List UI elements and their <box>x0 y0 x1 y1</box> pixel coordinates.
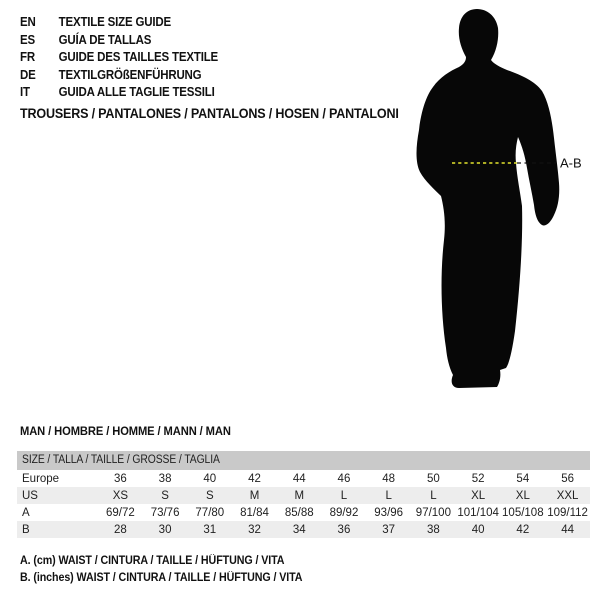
size-cell: 97/100 <box>415 506 451 519</box>
size-cell: 34 <box>292 523 306 536</box>
size-table-header-label: SIZE / TALLA / TAILLE / GRÖSSE / TAGLIA <box>22 454 220 466</box>
size-cell: 93/96 <box>374 506 404 519</box>
size-cell: 77/80 <box>195 506 225 519</box>
size-cell: 52 <box>471 472 485 485</box>
language-code: IT <box>20 85 30 100</box>
size-cell: 38 <box>158 472 172 485</box>
size-cell: XXL <box>556 489 579 502</box>
size-cell: S <box>161 489 169 502</box>
table-row-europe <box>17 470 590 487</box>
language-row-es <box>20 32 218 50</box>
size-cell: 50 <box>426 472 440 485</box>
size-cell: XL <box>515 489 530 502</box>
language-title: GUÍA DE TALLAS <box>58 32 152 47</box>
man-silhouette-shape <box>417 9 560 388</box>
size-cell: 89/92 <box>329 506 359 519</box>
language-row-it <box>20 84 218 102</box>
table-row-a <box>17 504 590 521</box>
language-row-en <box>20 14 218 32</box>
man-silhouette <box>400 0 600 400</box>
size-cell: 56 <box>561 472 574 485</box>
row-label: A <box>22 506 30 519</box>
row-label: Europe <box>22 472 60 485</box>
size-cell: 44 <box>292 472 306 485</box>
size-table <box>17 451 590 538</box>
language-title: GUIDE DES TAILLES TEXTILE <box>58 50 219 65</box>
size-cell: 73/76 <box>150 506 180 519</box>
size-cell: 101/104 <box>457 506 499 519</box>
size-cell: 81/84 <box>240 506 269 519</box>
size-cell: M <box>249 489 260 502</box>
footnote-b: B. (inches) WAIST / CINTURA / TAILLE / HÜFTUNG / VITA <box>20 572 303 584</box>
size-cell: 85/88 <box>284 506 314 519</box>
size-table-header <box>17 451 590 470</box>
language-code: FR <box>20 50 35 65</box>
size-cell: 40 <box>471 523 485 536</box>
language-code: ES <box>20 32 35 47</box>
gender-heading: MAN / HOMBRE / HOMME / MANN / MAN <box>20 424 231 438</box>
language-code: DE <box>20 67 36 82</box>
size-table-grid <box>17 470 590 538</box>
language-title: TEXTILGRÖßENFÜHRUNG <box>58 67 202 82</box>
size-cell: 36 <box>113 472 127 485</box>
size-cell: 42 <box>248 472 261 485</box>
footnote-list <box>20 553 324 587</box>
size-cell: S <box>205 489 214 502</box>
size-cell: 36 <box>337 523 351 536</box>
language-code: EN <box>20 15 36 29</box>
size-cell: 69/72 <box>105 506 135 519</box>
size-cell: L <box>430 489 437 502</box>
language-list <box>20 14 235 102</box>
size-cell: 30 <box>158 523 172 536</box>
size-table-body <box>17 470 590 538</box>
size-cell: 48 <box>382 472 396 485</box>
size-cell: M <box>294 489 305 502</box>
size-cell: L <box>340 489 348 502</box>
measure-label: A-B <box>560 155 582 171</box>
size-cell: 54 <box>516 472 530 485</box>
size-cell: 46 <box>337 472 351 485</box>
row-label: B <box>22 523 30 536</box>
footnote-a: A. (cm) WAIST / CINTURA / TAILLE / HÜFTUNG / VITA <box>20 555 285 567</box>
row-label: US <box>22 489 38 502</box>
size-cell: 109/112 <box>547 506 588 519</box>
size-cell: XL <box>471 489 486 502</box>
size-cell: 105/108 <box>502 506 544 519</box>
table-row-b <box>17 521 590 538</box>
size-cell: 42 <box>516 523 530 536</box>
language-title: TEXTILE SIZE GUIDE <box>58 15 171 29</box>
size-cell: 37 <box>382 523 396 536</box>
size-cell: 38 <box>426 523 440 536</box>
size-cell: 44 <box>561 523 574 536</box>
size-cell: 31 <box>203 523 217 536</box>
language-title: GUIDA ALLE TAGLIE TESSILI <box>58 85 215 100</box>
language-row-de <box>20 67 218 85</box>
size-cell: 32 <box>248 523 261 536</box>
size-cell: 40 <box>203 472 217 485</box>
size-cell: L <box>385 489 392 502</box>
table-row-us <box>17 487 590 504</box>
garment-title: TROUSERS / PANTALONES / PANTALONS / HOSEN / PANTALONI <box>20 106 399 121</box>
size-cell: 28 <box>113 523 127 536</box>
size-cell: XS <box>112 489 129 502</box>
language-row-fr <box>20 49 218 67</box>
